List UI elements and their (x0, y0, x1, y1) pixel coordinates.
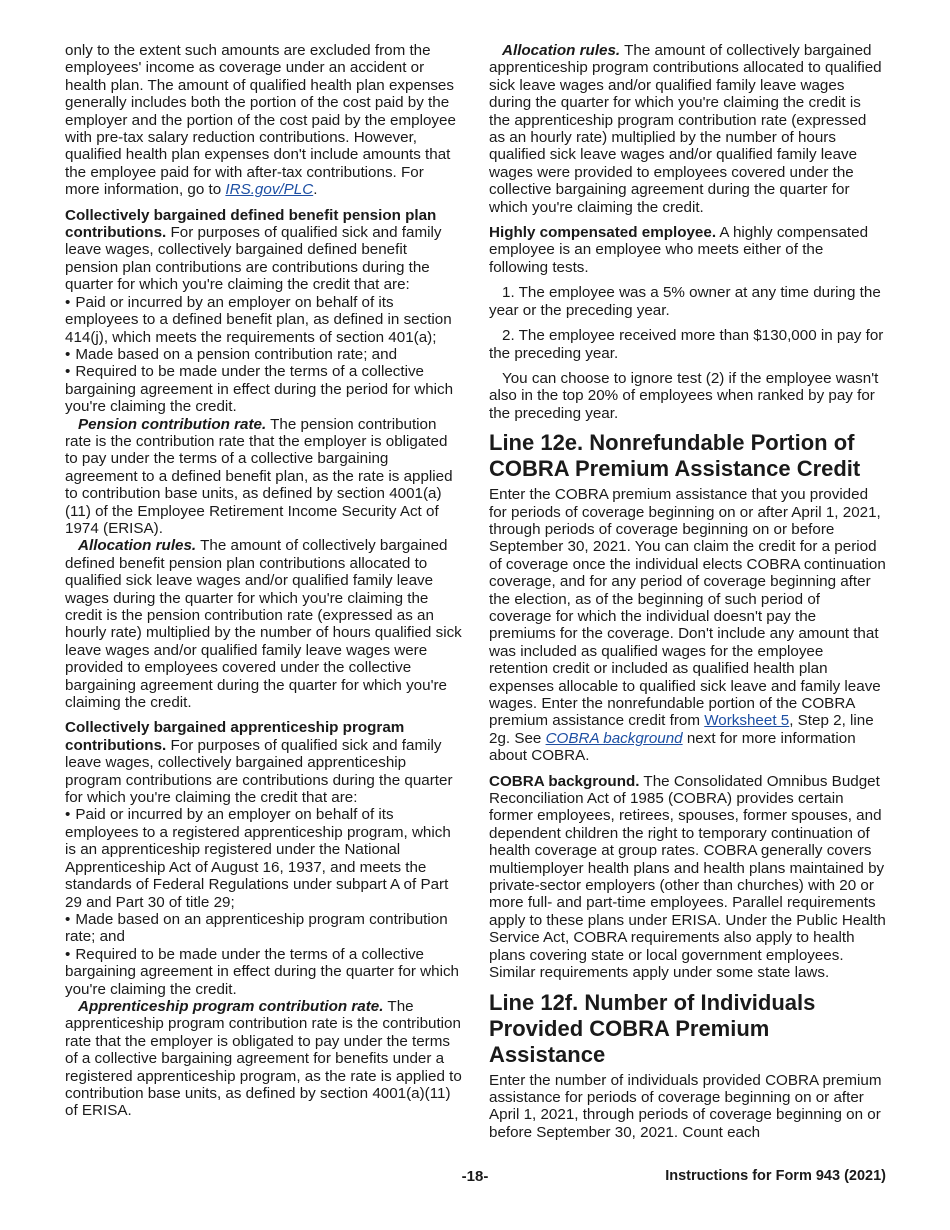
left-column (65, 42, 462, 1128)
pension-rate-heading: Pension contribution rate. (78, 415, 267, 433)
right-column (489, 42, 886, 1149)
hce-paragraph: Highly compensated employee. A highly compensated employee is an employee who meets either of the following tests. (489, 224, 869, 276)
apprenticeship-bullet-2: • Made based on an apprenticeship program contribution rate; and (65, 911, 462, 946)
worksheet-5-link[interactable]: Worksheet 5 (704, 712, 790, 730)
line-12e-heading: Line 12e. Nonrefundable Portion of COBRA Premium Assistance Credit (489, 430, 861, 482)
apprenticeship-bullet-1: • Paid or incurred by an employer on behalf of its employees to a registered apprenticeship program, which is an apprenticeship registered under the National Apprenticeship Act of August 16, 1937, and meets the standards of Federal Regulations under subpart A of Part 29 and Part 30 of title 29; (65, 806, 462, 910)
cobra-background-heading: COBRA background. (489, 772, 640, 790)
hce-test-2: 2. The employee received more than $130,000 in pay for the preceding year. (489, 327, 884, 362)
pension-bullet-2: • Made based on a pension contribution rate; and (65, 346, 462, 363)
pension-heading: Collectively bargained defined benefit pension plan contributions. (65, 206, 437, 242)
line-12f-paragraph: Enter the number of individuals provided COBRA premium assistance for periods of coverage beginning on or after April 1, 2021, through periods of coverage beginning on or before September 30, 2021. Count each (489, 1071, 882, 1141)
health-plan-paragraph: only to the extent such amounts are excluded from the employees' income as coverage under an accident or health plan. The amount of qualified health plan expenses generally includes both the portion of the cost paid by the employer and the portion of the cost paid by the employee with pre-tax salary reduction contributions. However, qualified health plan expenses don't include amounts that the employee paid for with after-tax contributions. For more information, go to IRS.gov/PLC. (65, 42, 456, 199)
apprenticeship-rate-heading: Apprenticeship program contribution rate. (78, 997, 384, 1015)
form-title: Instructions for Form 943 (2021) (665, 1168, 886, 1184)
apprenticeship-rate-paragraph: Apprenticeship program contribution rate. The apprenticeship program contribution rate is the contribution rate that the employer is obligated to pay under the terms of a collective bargaining agreement for benefits under a registered apprenticeship program, as the rate is applied to contribution base units, as defined by section 4001(a)(11) of ERISA. (65, 997, 462, 1120)
cobra-background-link[interactable]: COBRA background (545, 729, 683, 747)
pension-bullet-3: • Required to be made under the terms of a collective bargaining agreement in effect during the period for which you're claiming the credit. (65, 363, 462, 415)
apprenticeship-paragraph: Collectively bargained apprenticeship program contributions. For purposes of qualified sick and family leave wages, collectively bargained apprenticeship program contributions are contributions during the quarter for which you're claiming the credit that are: (65, 719, 453, 807)
pension-paragraph: Collectively bargained defined benefit pension plan contributions. For purposes of qualified sick and family leave wages, collectively bargained defined benefit pension plan contributions are contributions during the quarter for which you're claiming the credit that are: (65, 206, 442, 294)
page-number: -18- (461, 1168, 489, 1185)
line-12f-heading: Line 12f. Number of Individuals Provided COBRA Premium Assistance (489, 989, 816, 1067)
hce-test-1: 1. The employee was a 5% owner at any time during the year or the preceding year. (489, 284, 881, 319)
hce-heading: Highly compensated employee. (489, 224, 717, 242)
cobra-background-paragraph: COBRA background. The Consolidated Omnibus Budget Reconciliation Act of 1985 (COBRA) provides certain former employees, retirees, spouses, former spouses, and dependent children the right to temporary continuation of health coverage at group rates. COBRA generally covers multiemployer health plans and health plans maintained by private-sector employers (other than churches) with 20 or more full- and part-time employees. Parallel requirements apply to these plans under ERISA. Under the Public Health Service Act, COBRA requirements also apply to health plans covering state or local government employees. Similar requirements apply under some state laws. (489, 772, 886, 982)
allocation-rules-paragraph: Allocation rules. The amount of collectively bargained defined benefit pension plan contributions allocated to qualified sick leave wages and/or qualified family leave wages during the quarter for which you're claiming the credit is the pension contribution rate (expressed as an hourly rate) multiplied by the number of hours qualified sick leave wages and/or qualified family leave wages were provided to employees covered under the collective bargaining agreement during the quarter for which you're claiming the credit. (65, 537, 462, 712)
apprenticeship-heading: Collectively bargained apprenticeship program contributions. (65, 719, 405, 754)
ignore-test-paragraph: You can choose to ignore test (2) if the employee wasn't also in the top 20% of employees when ranked by pay for the preceding year. (489, 369, 879, 422)
apprenticeship-bullet-3: • Required to be made under the terms of a collective bargaining agreement in effect during the quarter for which you're claiming the credit. (65, 946, 462, 998)
line-12e-paragraph: Enter the COBRA premium assistance that you provided for periods of coverage beginning on or after April 1, 2021, through periods of coverage beginning on or before September 30, 2021. You can claim the credit for a period of coverage once the individual elects COBRA continuation coverage, and for any period of coverage beginning after the election, as of the beginning of such period of coverage for which the individual doesn't pay the premiums for the coverage. Don't include any amount that was included as qualified wages for the employee retention credit or included as qualified health plan expenses allocable to qualified sick leave and family leave wages. Enter the nonrefundable portion of the COBRA premium assistance credit from Worksheet 5, Step 2, line 2g. See COBRA background next for more information about COBRA. (489, 486, 886, 765)
pension-bullet-1: • Paid or incurred by an employer on behalf of its employees to a defined benefit plan, as defined in section 414(j), which meets the requirements of section 401(a); (65, 294, 462, 346)
pension-rate-paragraph: Pension contribution rate. The pension contribution rate is the contribution rate that the employer is obligated to pay under the terms of a collective bargaining agreement to a defined benefit plan, as the rate is applied to contribution base units, as defined by section 4001(a)(11) of the Employee Retirement Income Security Act of 1974 (ERISA). (65, 415, 453, 537)
allocation-rules-heading: Allocation rules. (78, 537, 197, 555)
irs-plc-link[interactable]: IRS.gov/PLC (225, 181, 314, 199)
apprenticeship-allocation-paragraph: Allocation rules. The amount of collectively bargained apprenticeship program contributions allocated to qualified sick leave wages and/or qualified family leave wages during the quarter for which you're claiming the credit is the apprenticeship program contribution rate (expressed as an hourly rate) multiplied by the number of hours qualified sick leave wages and/or qualified family leave wages were provided to employees covered under the collective bargaining agreement during the quarter for which you're claiming the credit. (489, 42, 882, 216)
apprenticeship-allocation-heading: Allocation rules. (502, 42, 621, 59)
